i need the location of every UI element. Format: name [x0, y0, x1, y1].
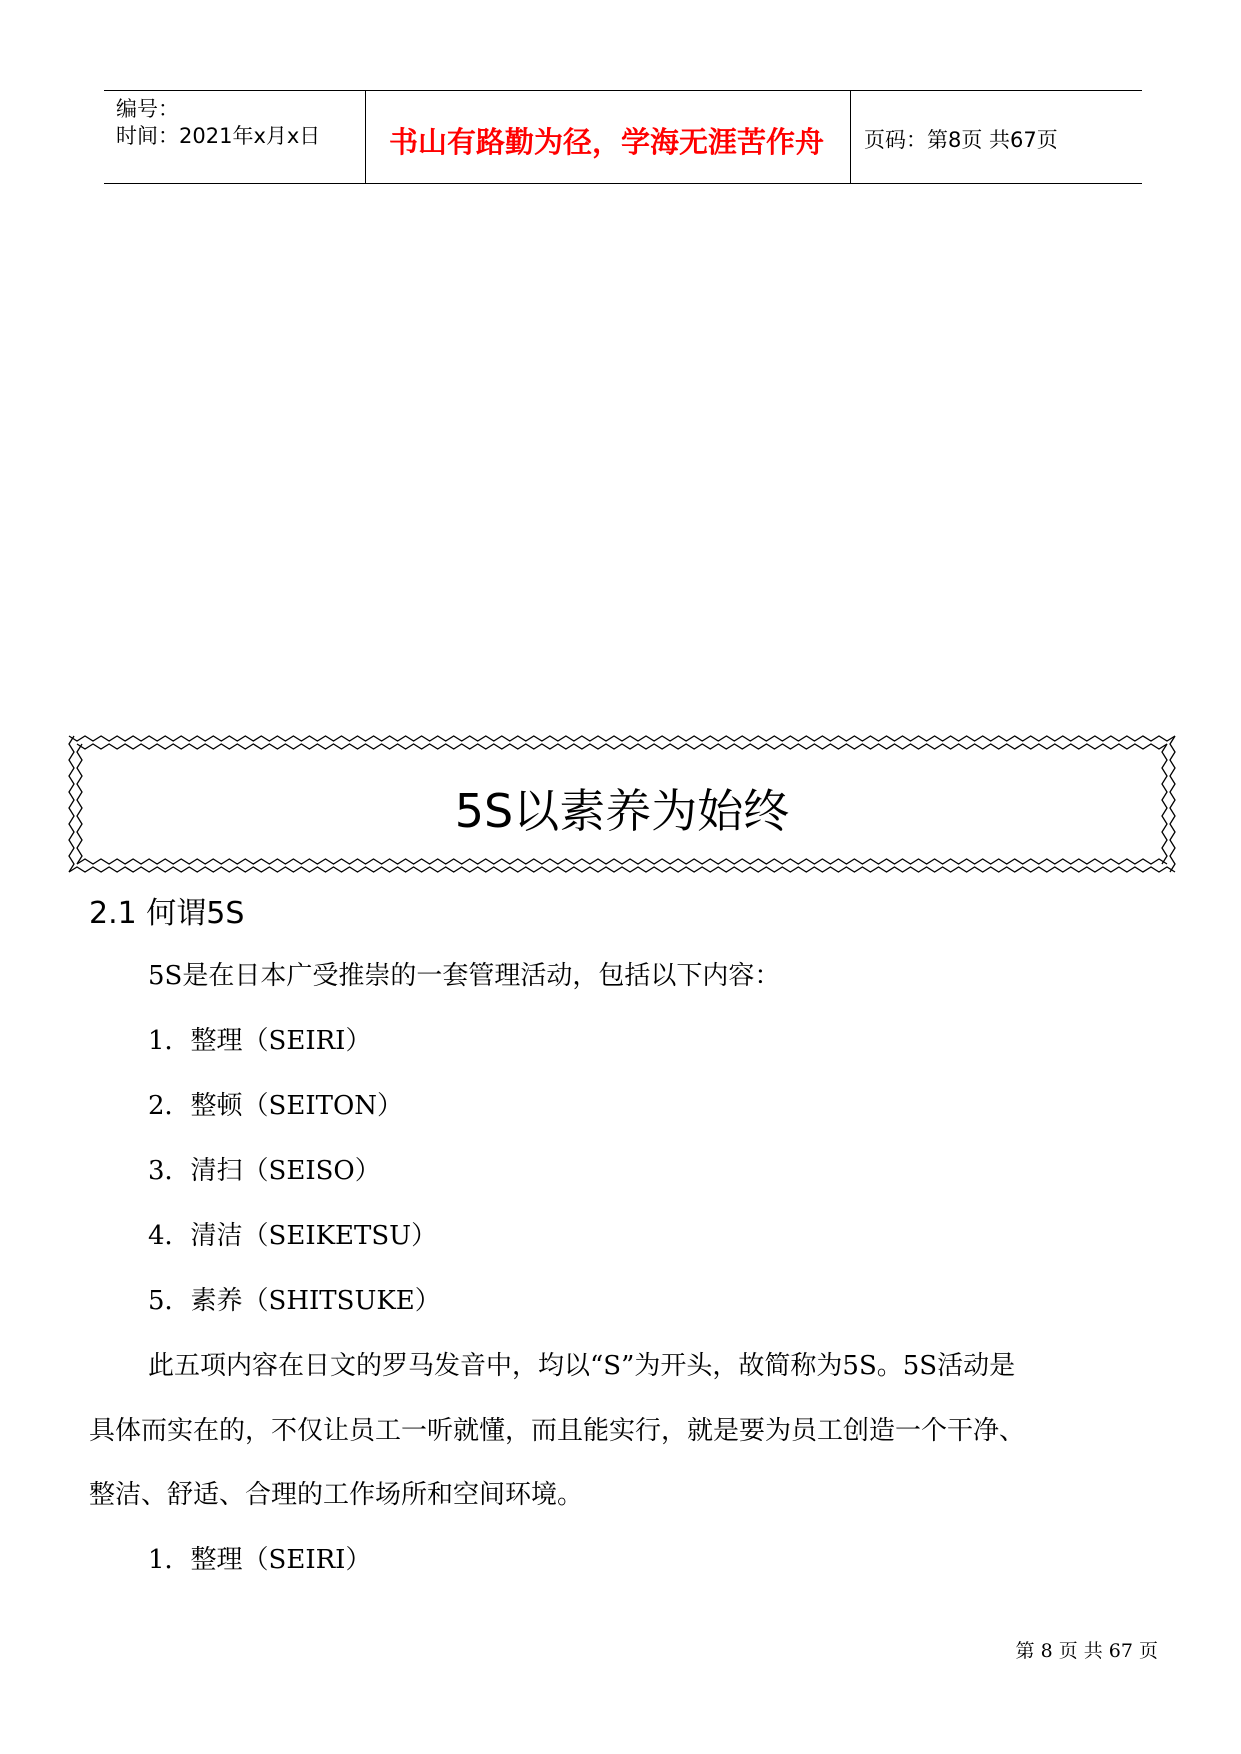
zigzag-segment: [77, 859, 1167, 864]
paragraph-line: 此五项内容在日文的罗马发音中，均以“S”为开头，故简称为5S。5S活动是: [148, 1351, 1016, 1381]
serial-label: 编号：: [116, 97, 179, 121]
list-item: 2．整顿（SEITON）: [148, 1091, 404, 1121]
paragraph-line: 整洁、舒适、合理的工作场所和空间环境。: [89, 1480, 584, 1510]
list-item: 5．素养（SHITSUKE）: [148, 1286, 441, 1316]
page-code: 页码：第8页 共67页: [864, 128, 1058, 152]
header-divider-right: [850, 90, 851, 184]
zigzag-segment: [77, 744, 1167, 749]
section-heading: 2.1 何谓5S: [89, 896, 245, 931]
page-header: [104, 90, 1142, 184]
list-item: 3．清扫（SEISO）: [148, 1156, 381, 1186]
title-box: [66, 733, 1178, 875]
motto: 书山有路勤为径，学海无涯苦作舟: [389, 125, 825, 159]
header-bottom-rule: [104, 183, 1142, 184]
header-top-rule: [104, 90, 1142, 91]
subheading: 1．整理（SEIRI）: [148, 1545, 372, 1575]
zigzag-segment: [69, 736, 1175, 741]
intro-text: 5S是在日本广受推崇的一套管理活动，包括以下内容：: [148, 961, 781, 991]
header-divider-left: [365, 90, 366, 184]
chapter-title: 5S以素养为始终: [454, 784, 790, 838]
time-label: 时间：2021年x月x日: [116, 124, 321, 148]
page-footer: 第 8 页 共 67 页: [1015, 1640, 1158, 1662]
paragraph-line: 具体而实在的，不仅让员工一听就懂，而且能实行，就是要为员工创造一个干净、: [89, 1416, 1026, 1446]
zigzag-segment: [69, 867, 1175, 872]
list-item: 4．清洁（SEIKETSU）: [148, 1221, 438, 1251]
list-item: 1．整理（SEIRI）: [148, 1026, 372, 1056]
